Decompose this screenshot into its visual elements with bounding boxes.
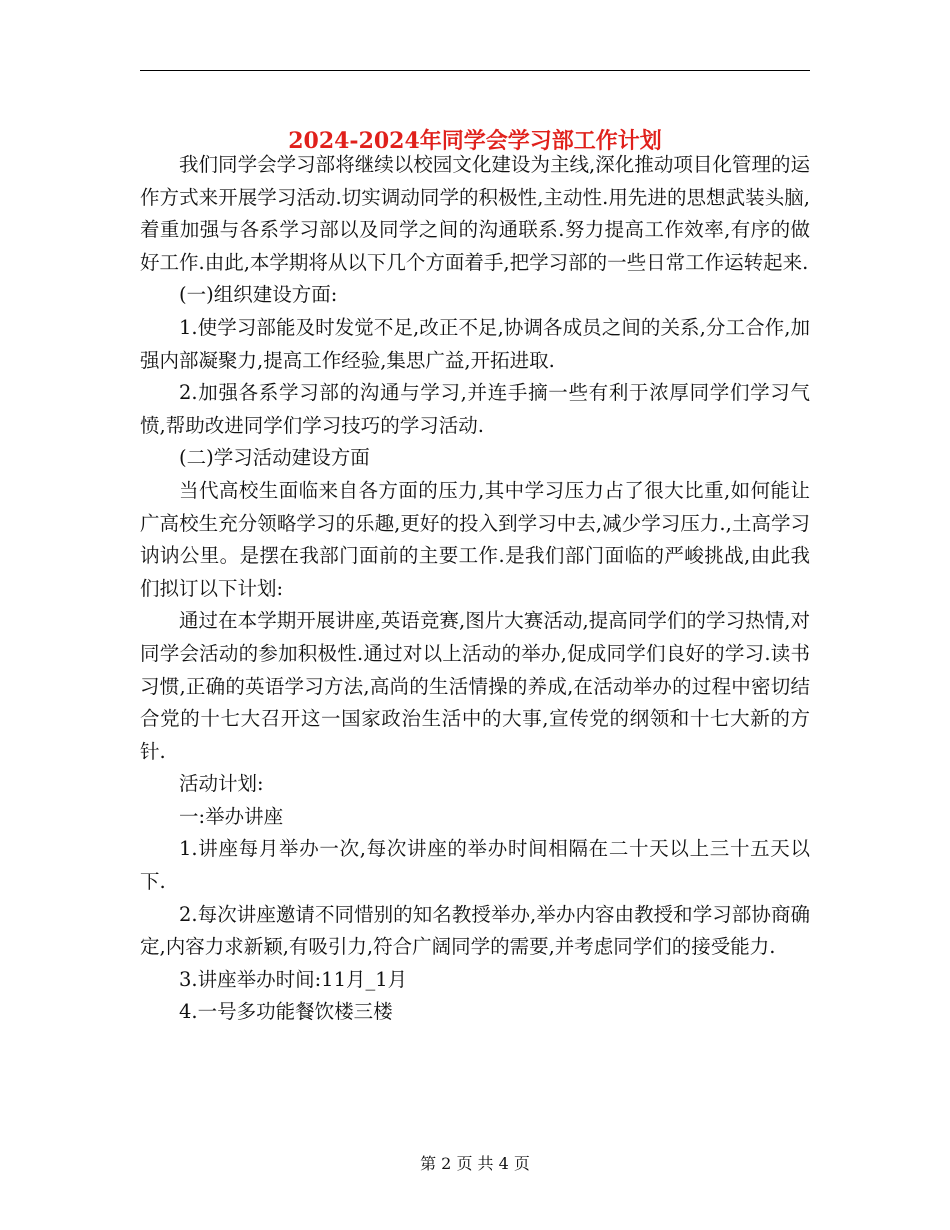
header-rule bbox=[140, 70, 810, 71]
document-body bbox=[140, 149, 810, 1029]
list-item: 3.讲座举办时间:11月_1月 bbox=[179, 967, 408, 991]
list-item: 4.一号多功能餐饮楼三楼 bbox=[179, 1000, 393, 1024]
list-item: 2.每次讲座邀请不同惜别的知名教授举办,举办内容由教授和学习部协商确定,内容力求新颖,有吸引力,符合广阔同学的需要,并考虑同学们的接受能力. bbox=[140, 902, 810, 959]
paragraph-goals: 通过在本学期开展讲座,英语竞赛,图片大赛活动,提高同学们的学习热情,对同学会活动的参加积极性.通过对以上活动的举办,促成同学们良好的学习.读书习惯,正确的英语学习方法,高尚的生活情操的养成,在活动举办的过程中密切结合党的十七大召开这一国家政治生活中的大事,宣传党的纲领和十七大新的方针. bbox=[140, 609, 810, 763]
list-item: 1.讲座每月举办一次,每次讲座的举办时间相隔在二十天以上三十五天以下. bbox=[140, 837, 810, 894]
paragraph-background: 当代高校生面临来自各方面的压力,其中学习压力占了很大比重,如何能让广高校生充分领略学习的乐趣,更好的投入到学习中去,减少学习压力.,土高学习讷讷公里。是摆在我部门面前的主要工作.是我们部门面临的严峻挑战,由此我们拟订以下计划: bbox=[140, 478, 810, 600]
section-heading-plan: 活动计划: bbox=[179, 772, 264, 796]
subheading-lectures: 一:举办讲座 bbox=[179, 804, 284, 828]
list-item: 2.加强各系学习部的沟通与学习,并连手摘一些有利于浓厚同学们学习气愤,帮助改进同学们学习技巧的学习活动. bbox=[140, 381, 810, 437]
list-item: 1.使学习部能及时发觉不足,改正不足,协调各成员之间的关系,分工合作,加强内部凝聚力,提高工作经验,集思广益,开拓进取. bbox=[140, 315, 810, 372]
section-heading-organization: (一)组织建设方面: bbox=[179, 283, 338, 307]
paragraph-intro: 我们同学会学习部将继续以校园文化建设为主线,深化推动项目化管理的运作方式来开展学习活动.切实调动同学的积极性,主动性.用先进的思想武装头脑,着重加强与各系学习部以及同学之间的沟通联系.努力提高工作效率,有序的做好工作.由此,本学期将从以下几个方面着手,把学习部的一些日常工作运转起来. bbox=[140, 153, 810, 274]
document-title: 2024-2024年同学会学习部工作计划 bbox=[288, 127, 662, 154]
page-number: 第 2 页 共 4 页 bbox=[420, 1154, 530, 1173]
section-heading-activities: (二)学习活动建设方面 bbox=[179, 446, 370, 470]
